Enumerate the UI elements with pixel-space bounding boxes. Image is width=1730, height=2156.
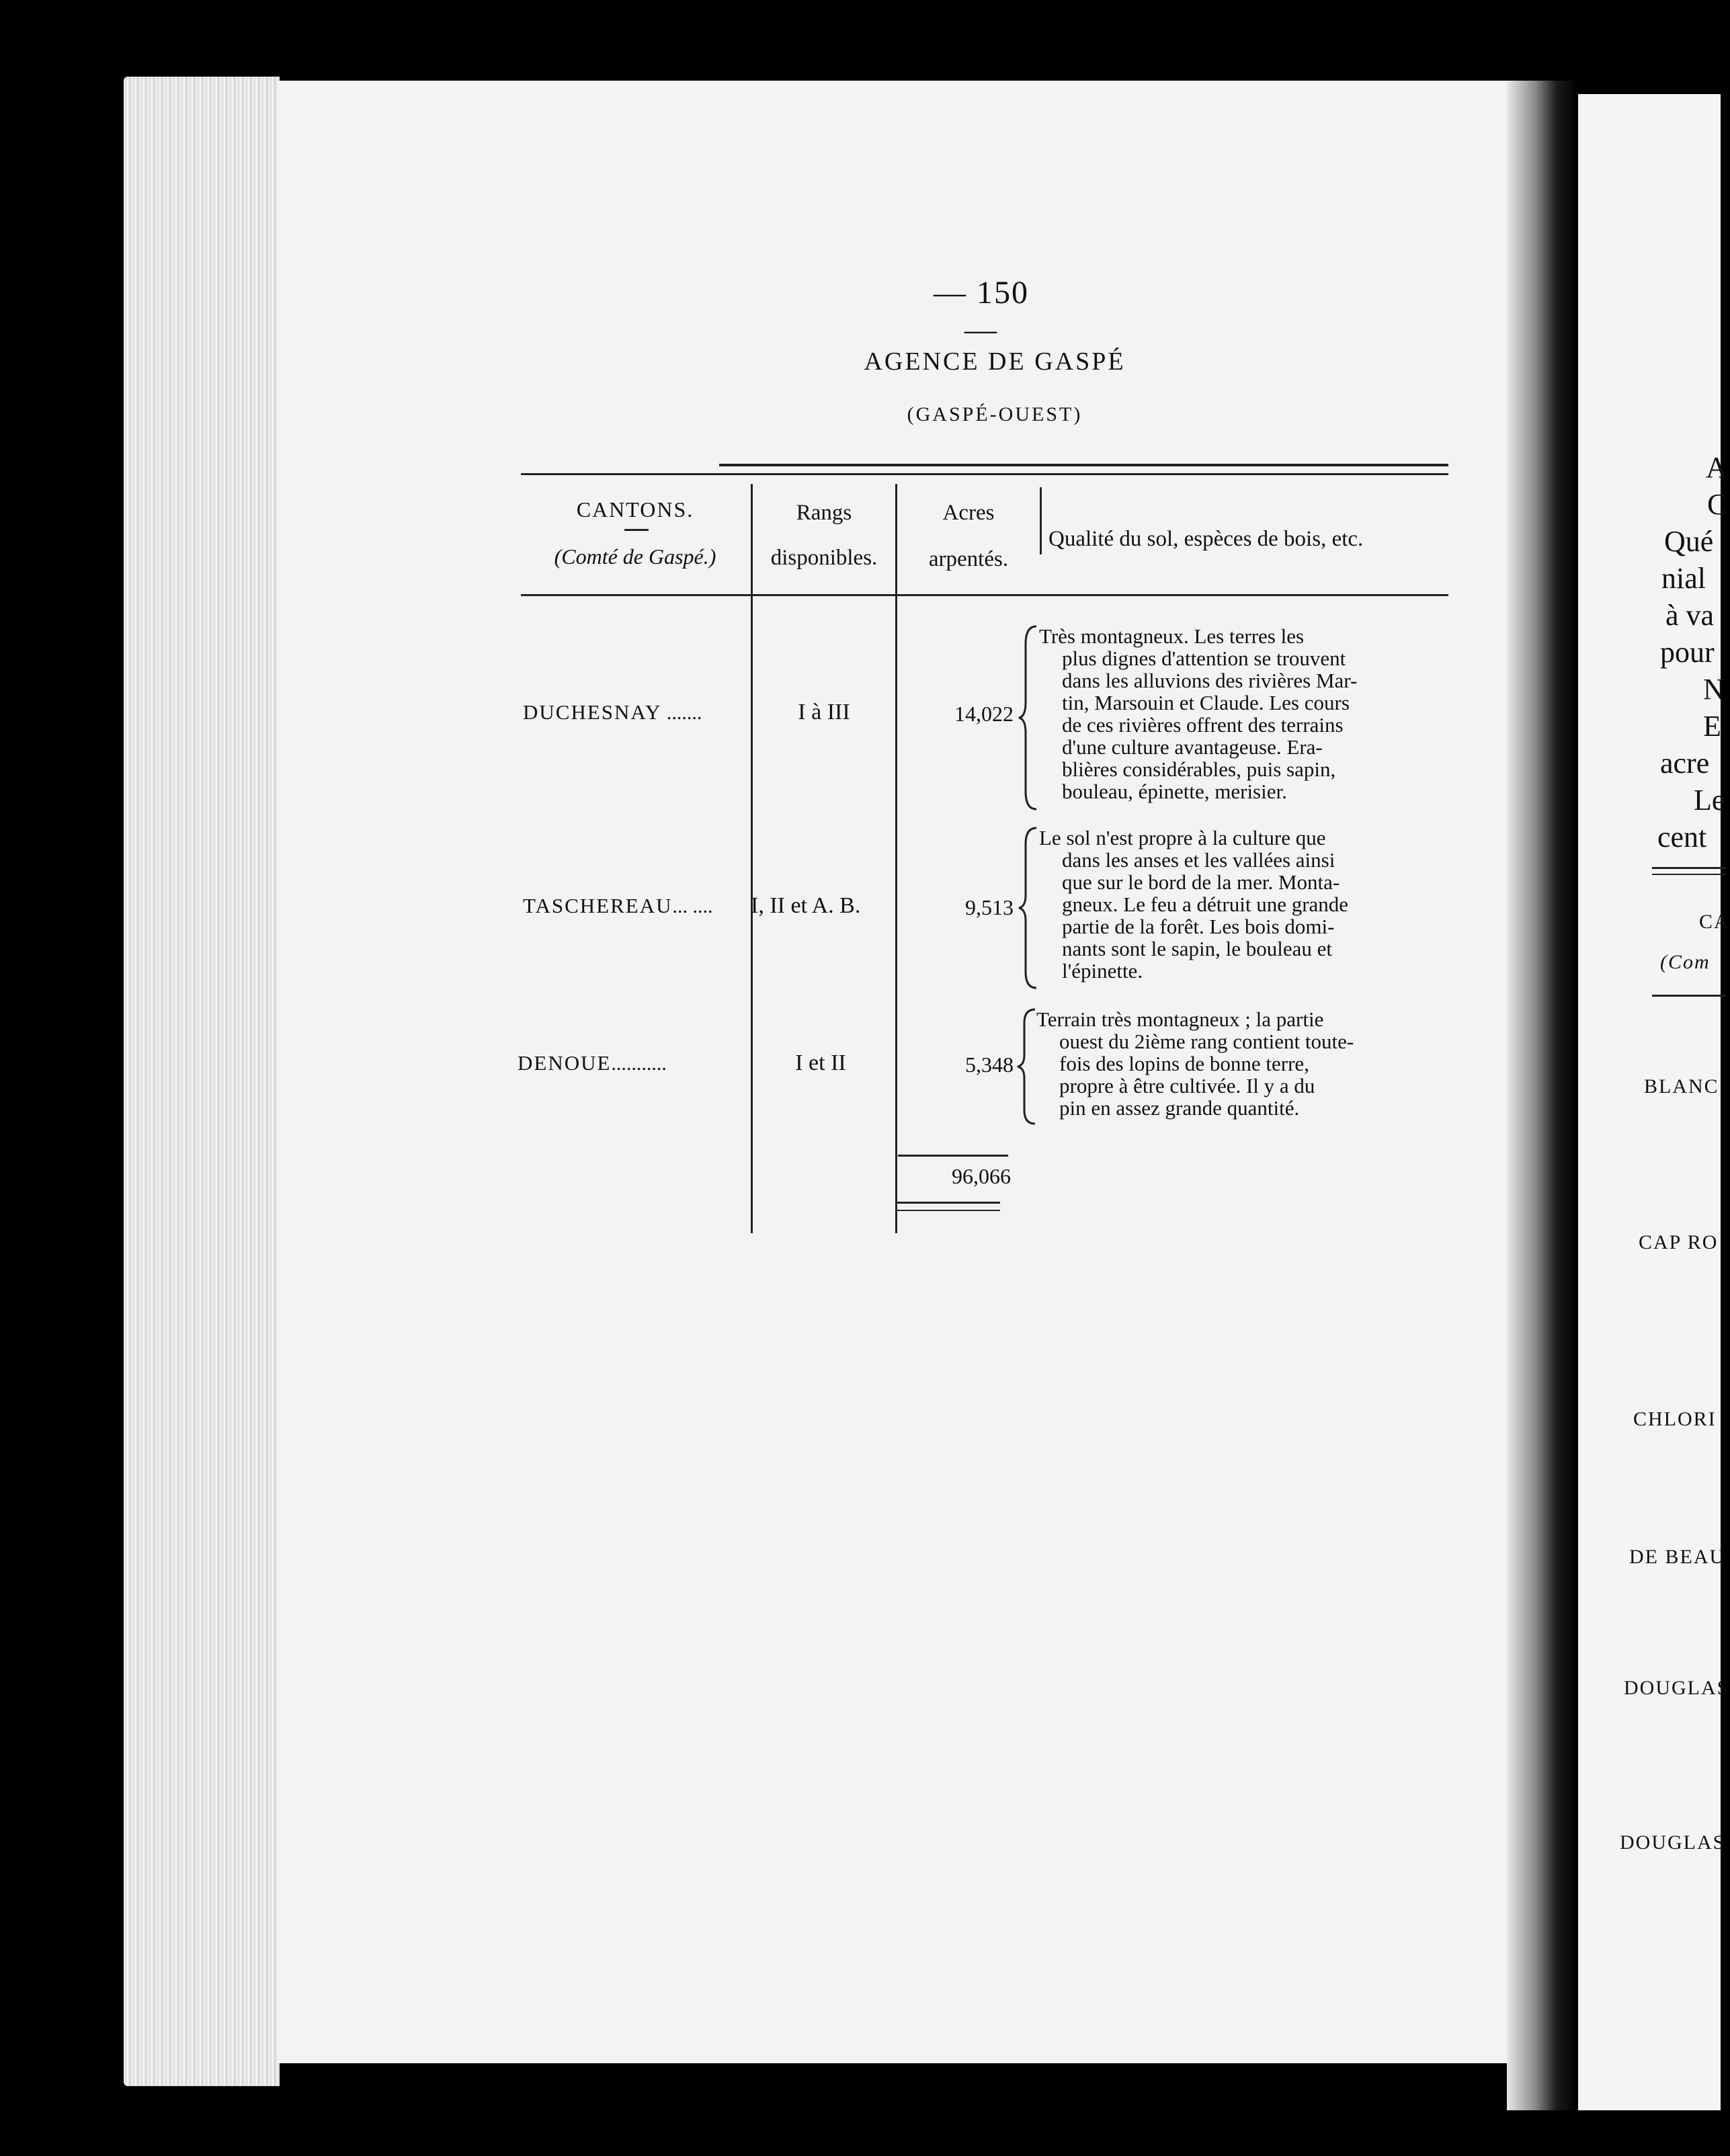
dot-leader: ... .... [672,895,713,917]
column-divider [751,484,753,1233]
column-divider [1040,487,1042,554]
facing-canton: DOUGLAS [1620,1831,1726,1854]
description-line: partie de la forêt. Les bois domi- [1062,915,1335,938]
description [1039,625,1450,802]
canton-name: TASCHEREAU [523,894,673,917]
header-cantons-sub: (Comté de Gaspé.) [554,544,716,569]
description-line: que sur le bord de la mer. Monta- [1062,870,1340,894]
header-rangs-sub: disponibles. [770,546,878,570]
description-line: de ces rivières offrent des terrains [1062,713,1344,737]
facing-text-line: Qué [1664,525,1714,558]
facing-text-line: Le [1694,784,1725,817]
facing-canton: BLANC [1644,1075,1719,1097]
header-acres-sub: arpentés. [928,547,1009,571]
facing-text-line: N [1703,673,1725,706]
page-edges [124,77,280,2086]
total-acres: 96,066 [952,1164,1011,1188]
page-title: AGENCE DE GASPÉ [864,347,1126,376]
description-line: ouest du 2ième rang contient toute- [1059,1030,1354,1053]
table-top-rule [719,464,1448,466]
dot-leader: ....... [661,702,702,724]
description-line: dans les anses et les vallées ainsi [1062,848,1335,872]
acres-value: 14,022 [954,702,1014,726]
description-line: nants sont le sapin, le bouleau et [1062,937,1333,960]
facing-canton: CAP RO [1639,1231,1719,1253]
facing-text-line: E [1703,710,1721,743]
book-gutter [1507,81,1578,2110]
header-acres: Acres [942,501,995,525]
facing-text-line: C [1707,488,1727,521]
facing-canton: DOUGLAS [1624,1677,1730,1699]
facing-rule [1652,874,1726,875]
facing-text-line: cent [1657,821,1707,854]
rangs-value: I à III [798,700,850,724]
facing-text-line: nial [1661,562,1706,595]
description-line: tin, Marsouin et Claude. Les cours [1062,691,1350,714]
header-dash [624,529,649,531]
facing-rule [1652,867,1726,869]
total-double-rule [895,1210,1000,1211]
total-rule [961,1155,1008,1157]
acres-value: 5,348 [965,1052,1014,1077]
facing-canton: CHLORI [1633,1408,1717,1430]
description-line: propre à être cultivée. Il y a du [1059,1074,1315,1097]
page-number: — 150 — [934,275,1029,347]
description-line: Le sol n'est propre à la culture que [1039,826,1326,849]
description-line: pin en assez grande quantité. [1059,1096,1300,1120]
description-line: bouleau, épinette, merisier. [1062,780,1287,803]
facing-header: CA [1699,911,1730,933]
rangs-value: I et II [795,1050,846,1075]
description-line: blières considérables, puis sapin, [1062,757,1336,781]
facing-canton: DE BEAU [1629,1546,1726,1568]
description-line: d'une culture avantageuse. Era- [1062,735,1323,759]
table-top-rule [521,473,1448,475]
canton-name: DENOUE [518,1051,612,1075]
table-row [523,699,748,727]
total-double-rule [895,1202,1000,1204]
rangs-value: I, II et A. B. [751,893,861,918]
dot-leader: ........... [611,1052,667,1075]
header-rangs: Rangs [796,501,852,525]
facing-text-line: acre [1660,747,1710,780]
description [1039,827,1450,982]
facing-text-line: pour [1660,636,1715,669]
page-subtitle: (GASPÉ-OUEST) [907,403,1083,425]
facing-text-line: à va [1665,599,1715,632]
table-header-rule [521,594,1448,596]
facing-rule [1652,995,1726,997]
column-divider [895,484,897,1233]
canton-name: DUCHESNAY [523,700,662,724]
description-line: Très montagneux. Les terres les [1039,624,1305,648]
description-line: dans les alluvions des rivières Mar- [1062,669,1358,692]
header-qualite: Qualité du sol, espèces de bois, etc. [1048,527,1364,551]
description-line: plus dignes d'attention se trouvent [1062,647,1346,670]
table-row [523,893,748,920]
acres-value: 9,513 [965,895,1014,919]
facing-page [1578,94,1730,2110]
description-line: fois des lopins de bonne terre, [1059,1052,1309,1075]
facing-header-sub: (Com [1660,951,1711,973]
facing-text-line: A [1706,451,1727,484]
table-row [518,1050,749,1077]
description [1036,1008,1450,1119]
description-line: gneux. Le feu a détruit une grande [1062,893,1349,916]
header-cantons: CANTONS. [576,497,694,522]
description-line: l'épinette. [1062,959,1143,983]
description-line: Terrain très montagneux ; la partie [1036,1007,1324,1031]
